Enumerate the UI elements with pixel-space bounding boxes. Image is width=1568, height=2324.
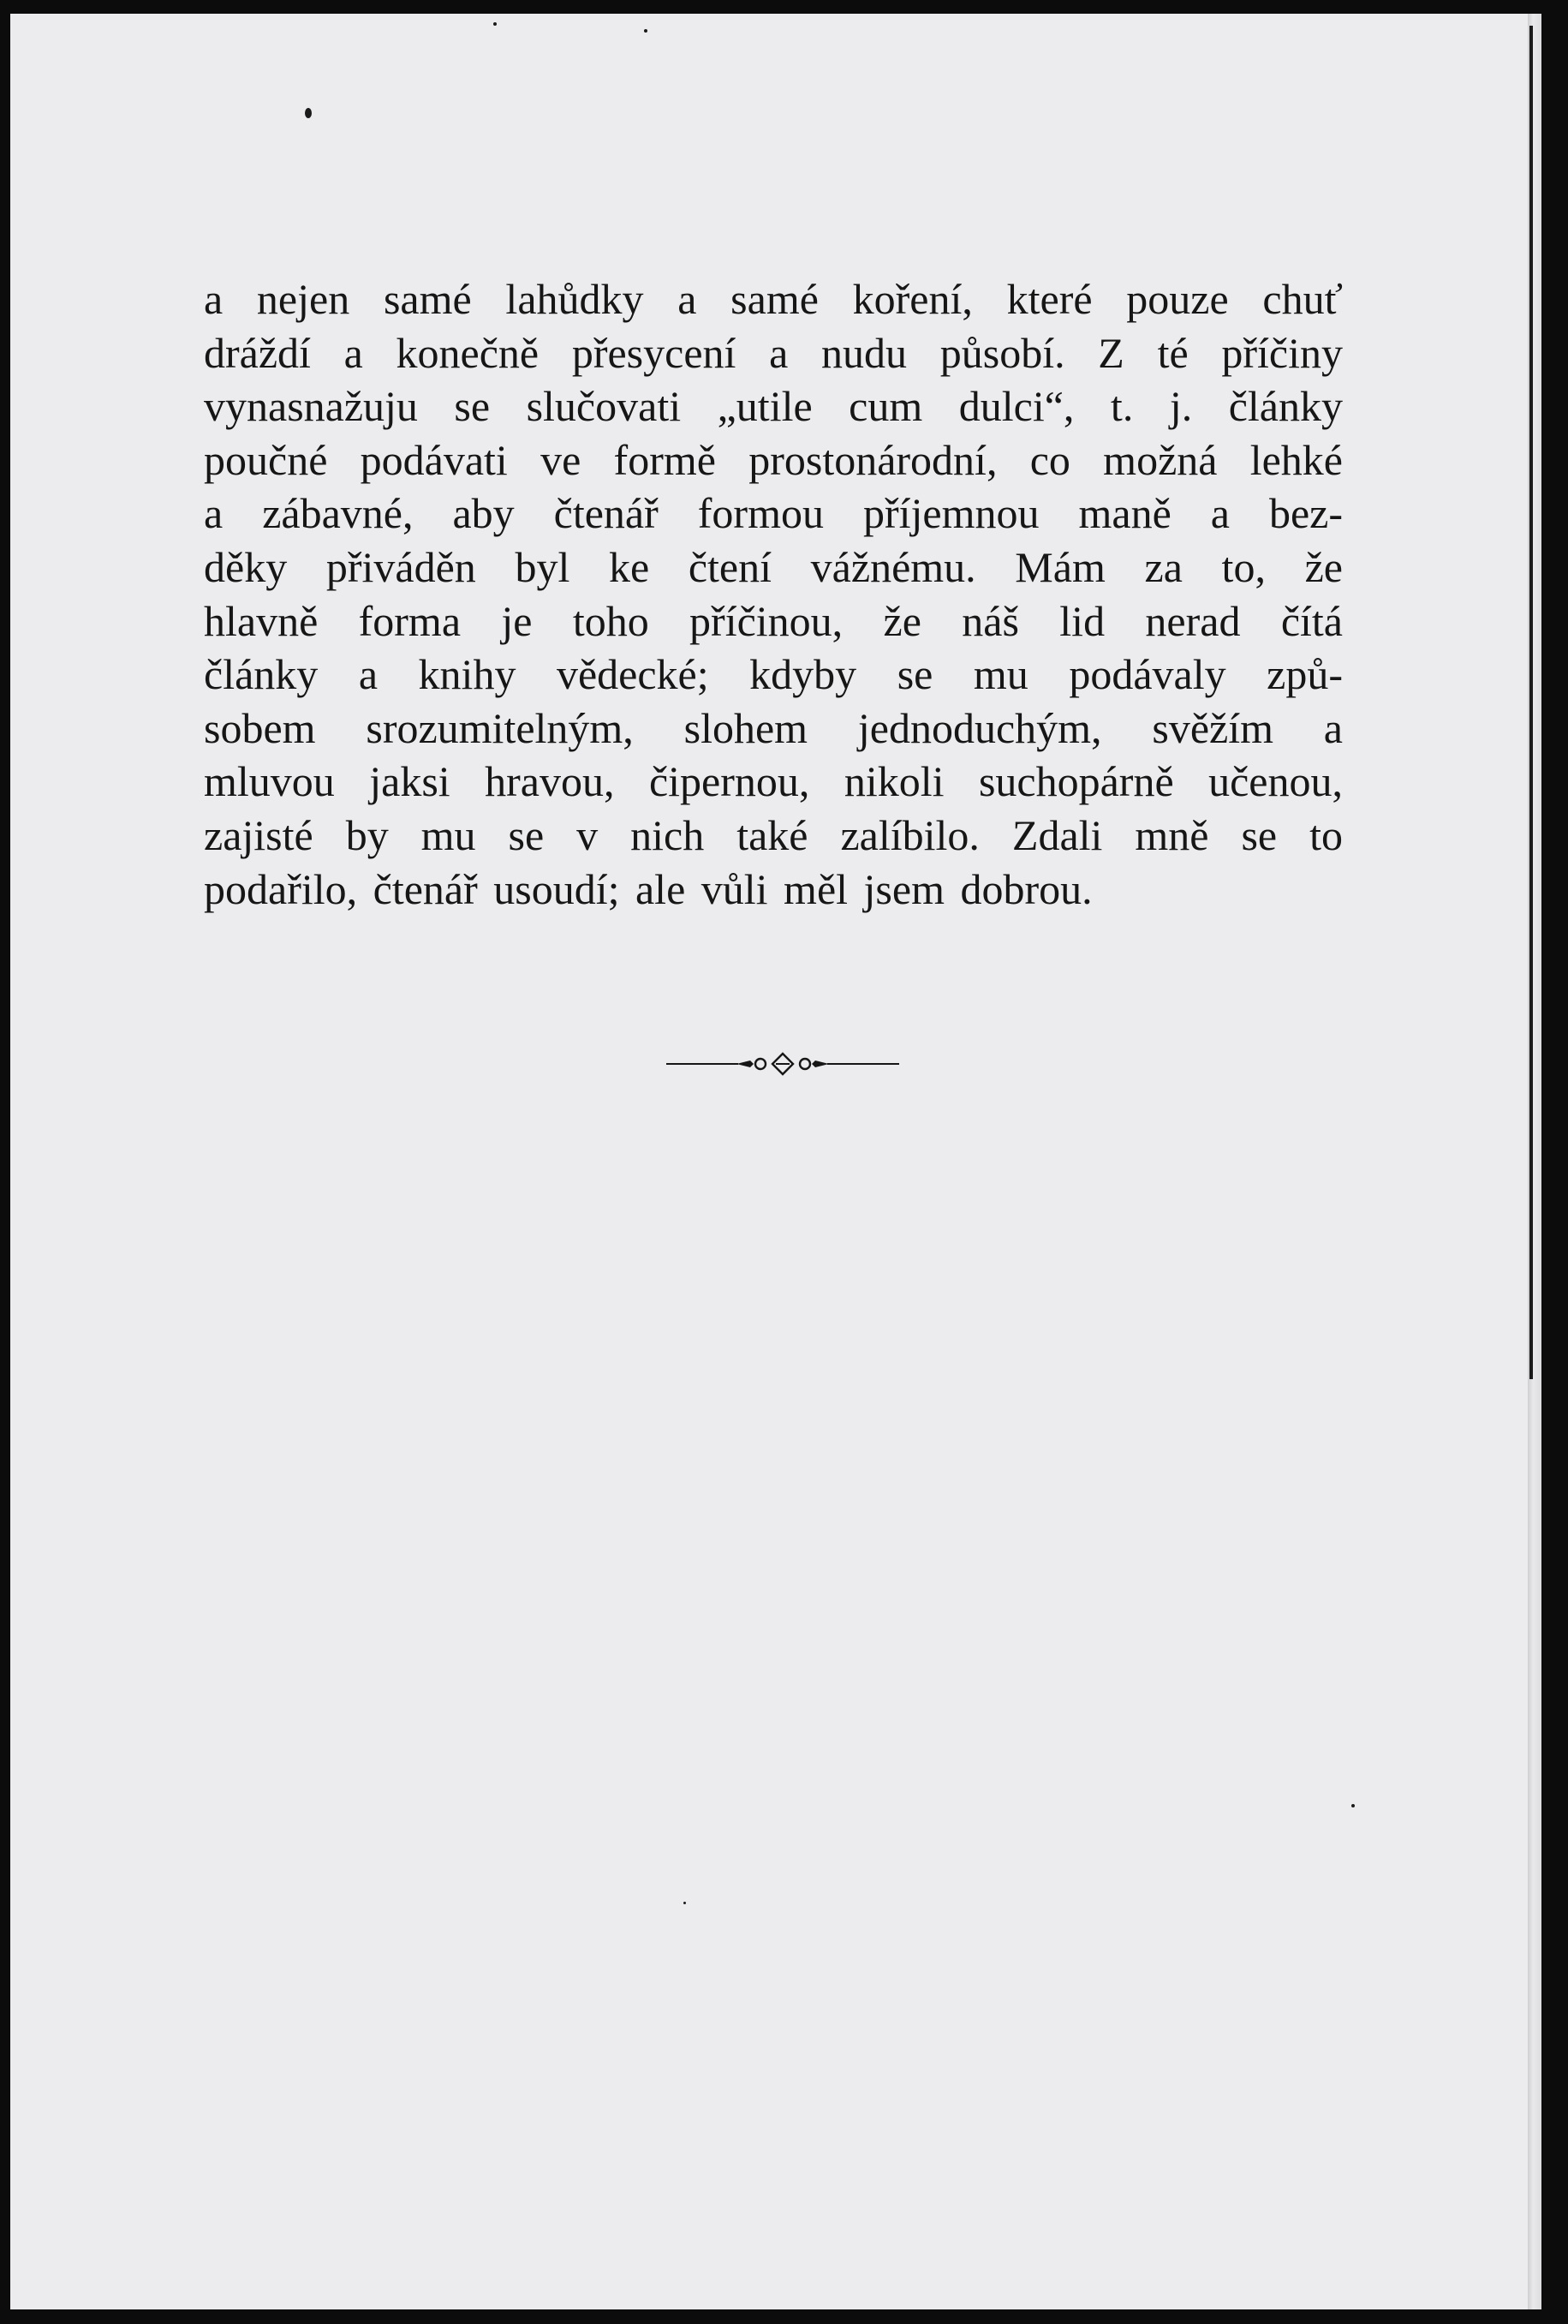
- fleuron-divider-icon: [666, 1048, 899, 1079]
- text-line: články a knihy vědecké; kdyby se mu podávaly způ-: [204, 650, 1343, 699]
- text-line: a zábavné, aby čtenář formou příjemnou maně a bez-: [204, 489, 1343, 538]
- text-line: dráždí a konečně přesycení a nudu působí. Z té příčiny: [204, 328, 1343, 377]
- text-line: podařilo, čtenář usoudí; ale vůli měl jsem dobrou.: [204, 864, 1093, 913]
- text-line: hlavně forma je toho příčinou, že náš lid nerad čítá: [204, 596, 1343, 645]
- text-line: sobem srozumitelným, slohem jednoduchým, svěžím a: [204, 703, 1343, 752]
- binding-shadow-line: [1529, 26, 1533, 1379]
- ink-speck: [1351, 1804, 1355, 1807]
- text-line: vynasnažuju se slučovati „utile cum dulci“, t. j. články: [204, 382, 1343, 431]
- text-line: děky přiváděn byl ke čtení vážnému. Mám za to, že: [204, 542, 1343, 591]
- ink-speck: [305, 108, 312, 118]
- ink-speck: [644, 29, 647, 33]
- text-line: a nejen samé lahůdky a samé koření, které pouze chuť: [204, 275, 1343, 323]
- ink-speck: [493, 22, 497, 26]
- text-line: zajisté by mu se v nich také zalíbilo. Zdali mně se to: [204, 810, 1343, 859]
- text-line: mluvou jaksi hravou, čipernou, nikoli suchopárně učenou,: [204, 757, 1343, 806]
- text-line: poučné podávati ve formě prostonárodní, co možná lehké: [204, 435, 1343, 484]
- body-paragraph: [204, 272, 1343, 916]
- ink-speck: [683, 1902, 686, 1904]
